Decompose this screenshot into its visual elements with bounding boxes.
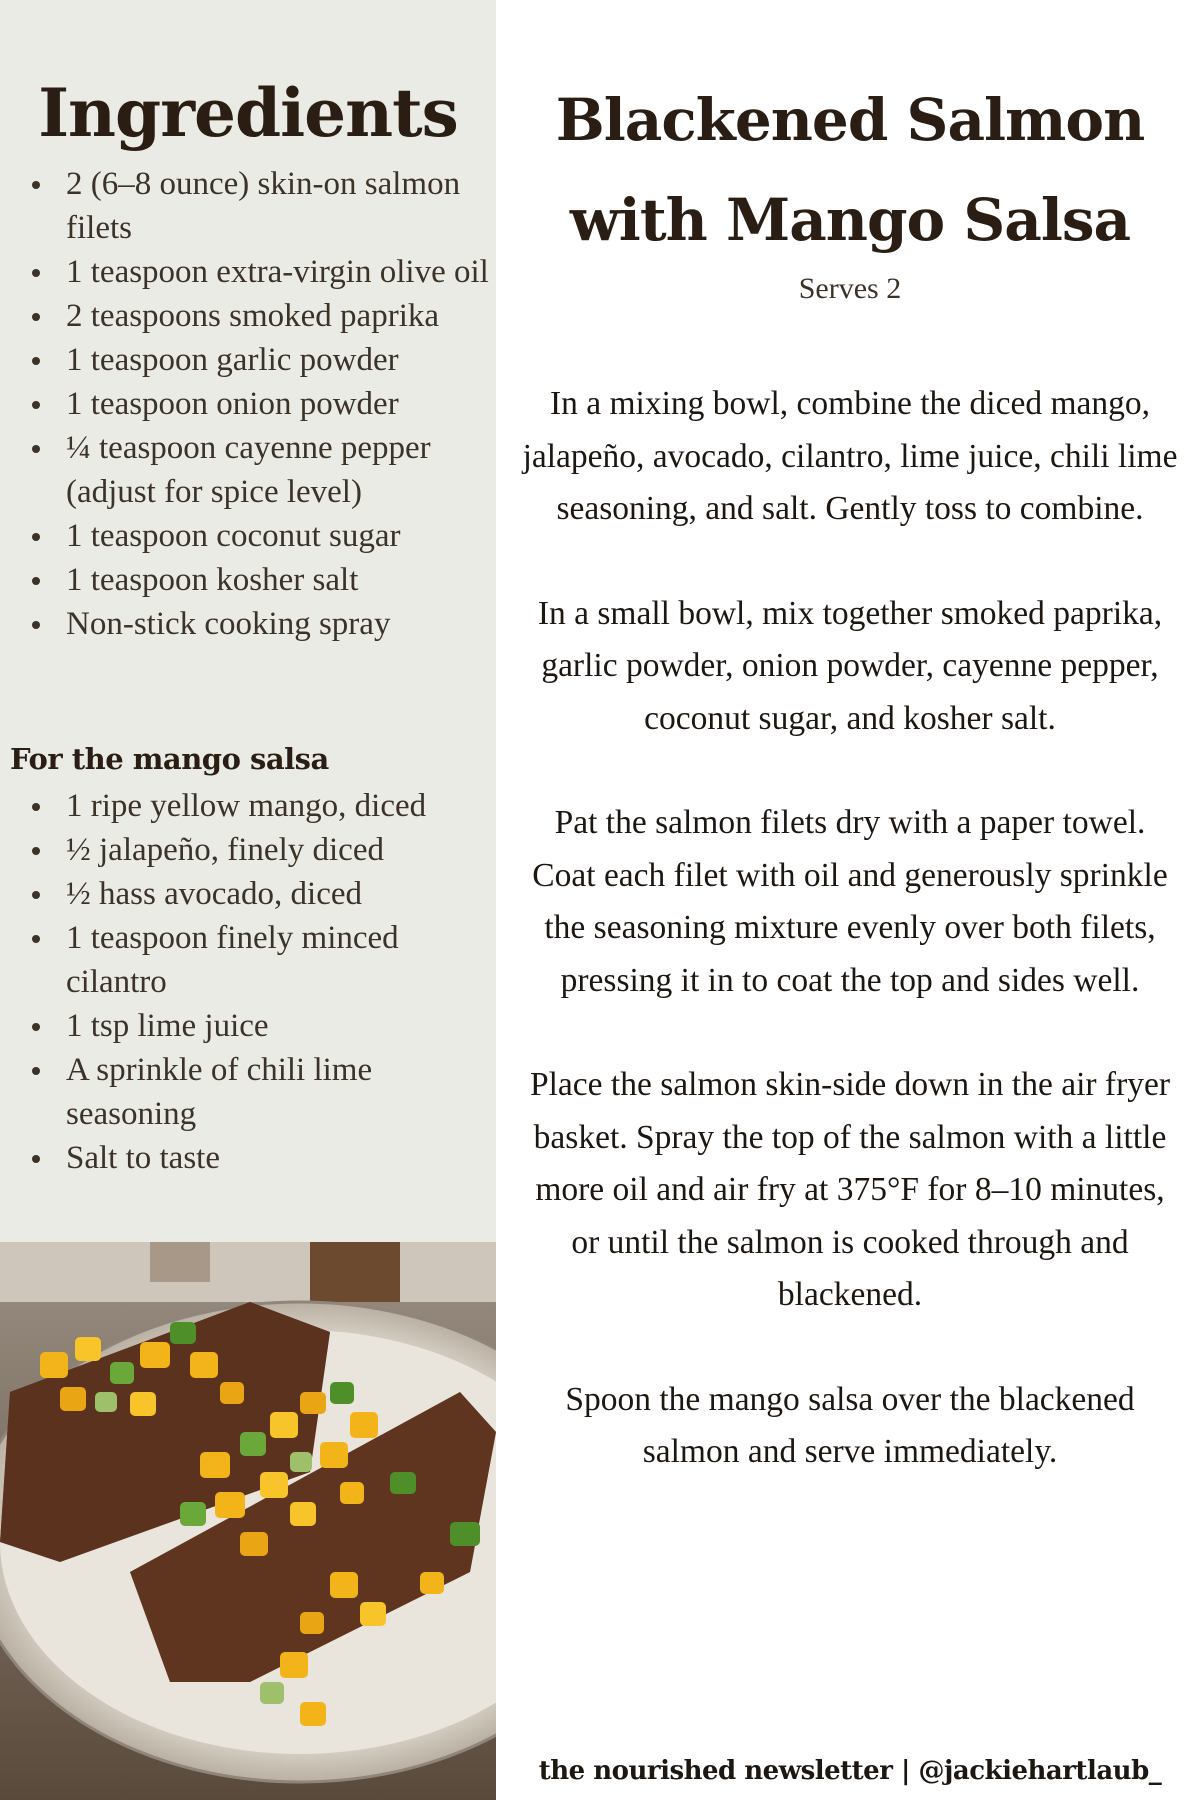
salsa-item: ½ hass avocado, diced: [28, 872, 490, 916]
ingredient-item: 1 teaspoon garlic powder: [28, 338, 490, 382]
recipe-title-line1: Blackened Salmon: [555, 86, 1145, 154]
instruction-step: Place the salmon skin-side down in the air fryer basket. Spray the top of the salmon with a little more oil and air fry at 375°F for 8–10 minutes, or until the salmon is cooked through and blackened.: [529, 1066, 1171, 1313]
ingredient-item: 1 teaspoon coconut sugar: [28, 514, 490, 558]
ingredient-item: 1 teaspoon extra-virgin olive oil: [28, 250, 490, 294]
ingredient-item: 2 (6–8 ounce) skin-on salmon filets: [28, 162, 490, 250]
instruction-step: In a mixing bowl, combine the diced mango, jalapeño, avocado, cilantro, lime juice, chili lime seasoning, and salt. Gently toss to combine.: [522, 385, 1178, 527]
ingredient-item: 2 teaspoons smoked paprika: [28, 294, 490, 338]
ingredient-item: ¼ teaspoon cayenne pepper (adjust for spice level): [28, 426, 490, 514]
instructions: [520, 378, 1180, 1531]
instruction-step: Spoon the mango salsa over the blackened salmon and serve immediately.: [565, 1380, 1135, 1470]
salsa-item: 1 tsp lime juice: [28, 1004, 490, 1048]
serves-text: Serves 2: [798, 272, 902, 305]
salsa-item: 1 ripe yellow mango, diced: [28, 784, 490, 828]
ingredient-item: 1 teaspoon kosher salt: [28, 558, 490, 602]
instruction-step: Pat the salmon filets dry with a paper towel. Coat each filet with oil and generously sprinkle the seasoning mixture evenly over both filets, pressing it in to coat the top and sides well.: [532, 804, 1168, 999]
salmon-photo: [0, 1242, 496, 1800]
ingredients-panel: [0, 0, 496, 1242]
ingredients-title: Ingredients: [38, 74, 458, 152]
recipe-panel: [500, 0, 1200, 1800]
salsa-item: 1 teaspoon finely minced cilantro: [28, 916, 490, 1004]
salsa-item: ½ jalapeño, finely diced: [28, 828, 490, 872]
ingredient-item: Non-stick cooking spray: [28, 602, 490, 646]
footer-credit: the nourished newsletter | @jackiehartlaub_: [538, 1756, 1162, 1786]
ingredient-item: 1 teaspoon onion powder: [28, 382, 490, 426]
recipe-title-line2: with Mango Salsa: [569, 186, 1131, 254]
salsa-item: A sprinkle of chili lime seasoning: [28, 1048, 490, 1136]
recipe-title: [500, 70, 1200, 270]
salsa-ingredient-list: [28, 784, 490, 1180]
salsa-item: Salt to taste: [28, 1136, 490, 1180]
instruction-step: In a small bowl, mix together smoked paprika, garlic powder, onion powder, cayenne pepper, coconut sugar, and kosher salt.: [537, 594, 1163, 737]
salsa-heading: For the mango salsa: [10, 742, 329, 776]
ingredient-list: [28, 162, 490, 646]
